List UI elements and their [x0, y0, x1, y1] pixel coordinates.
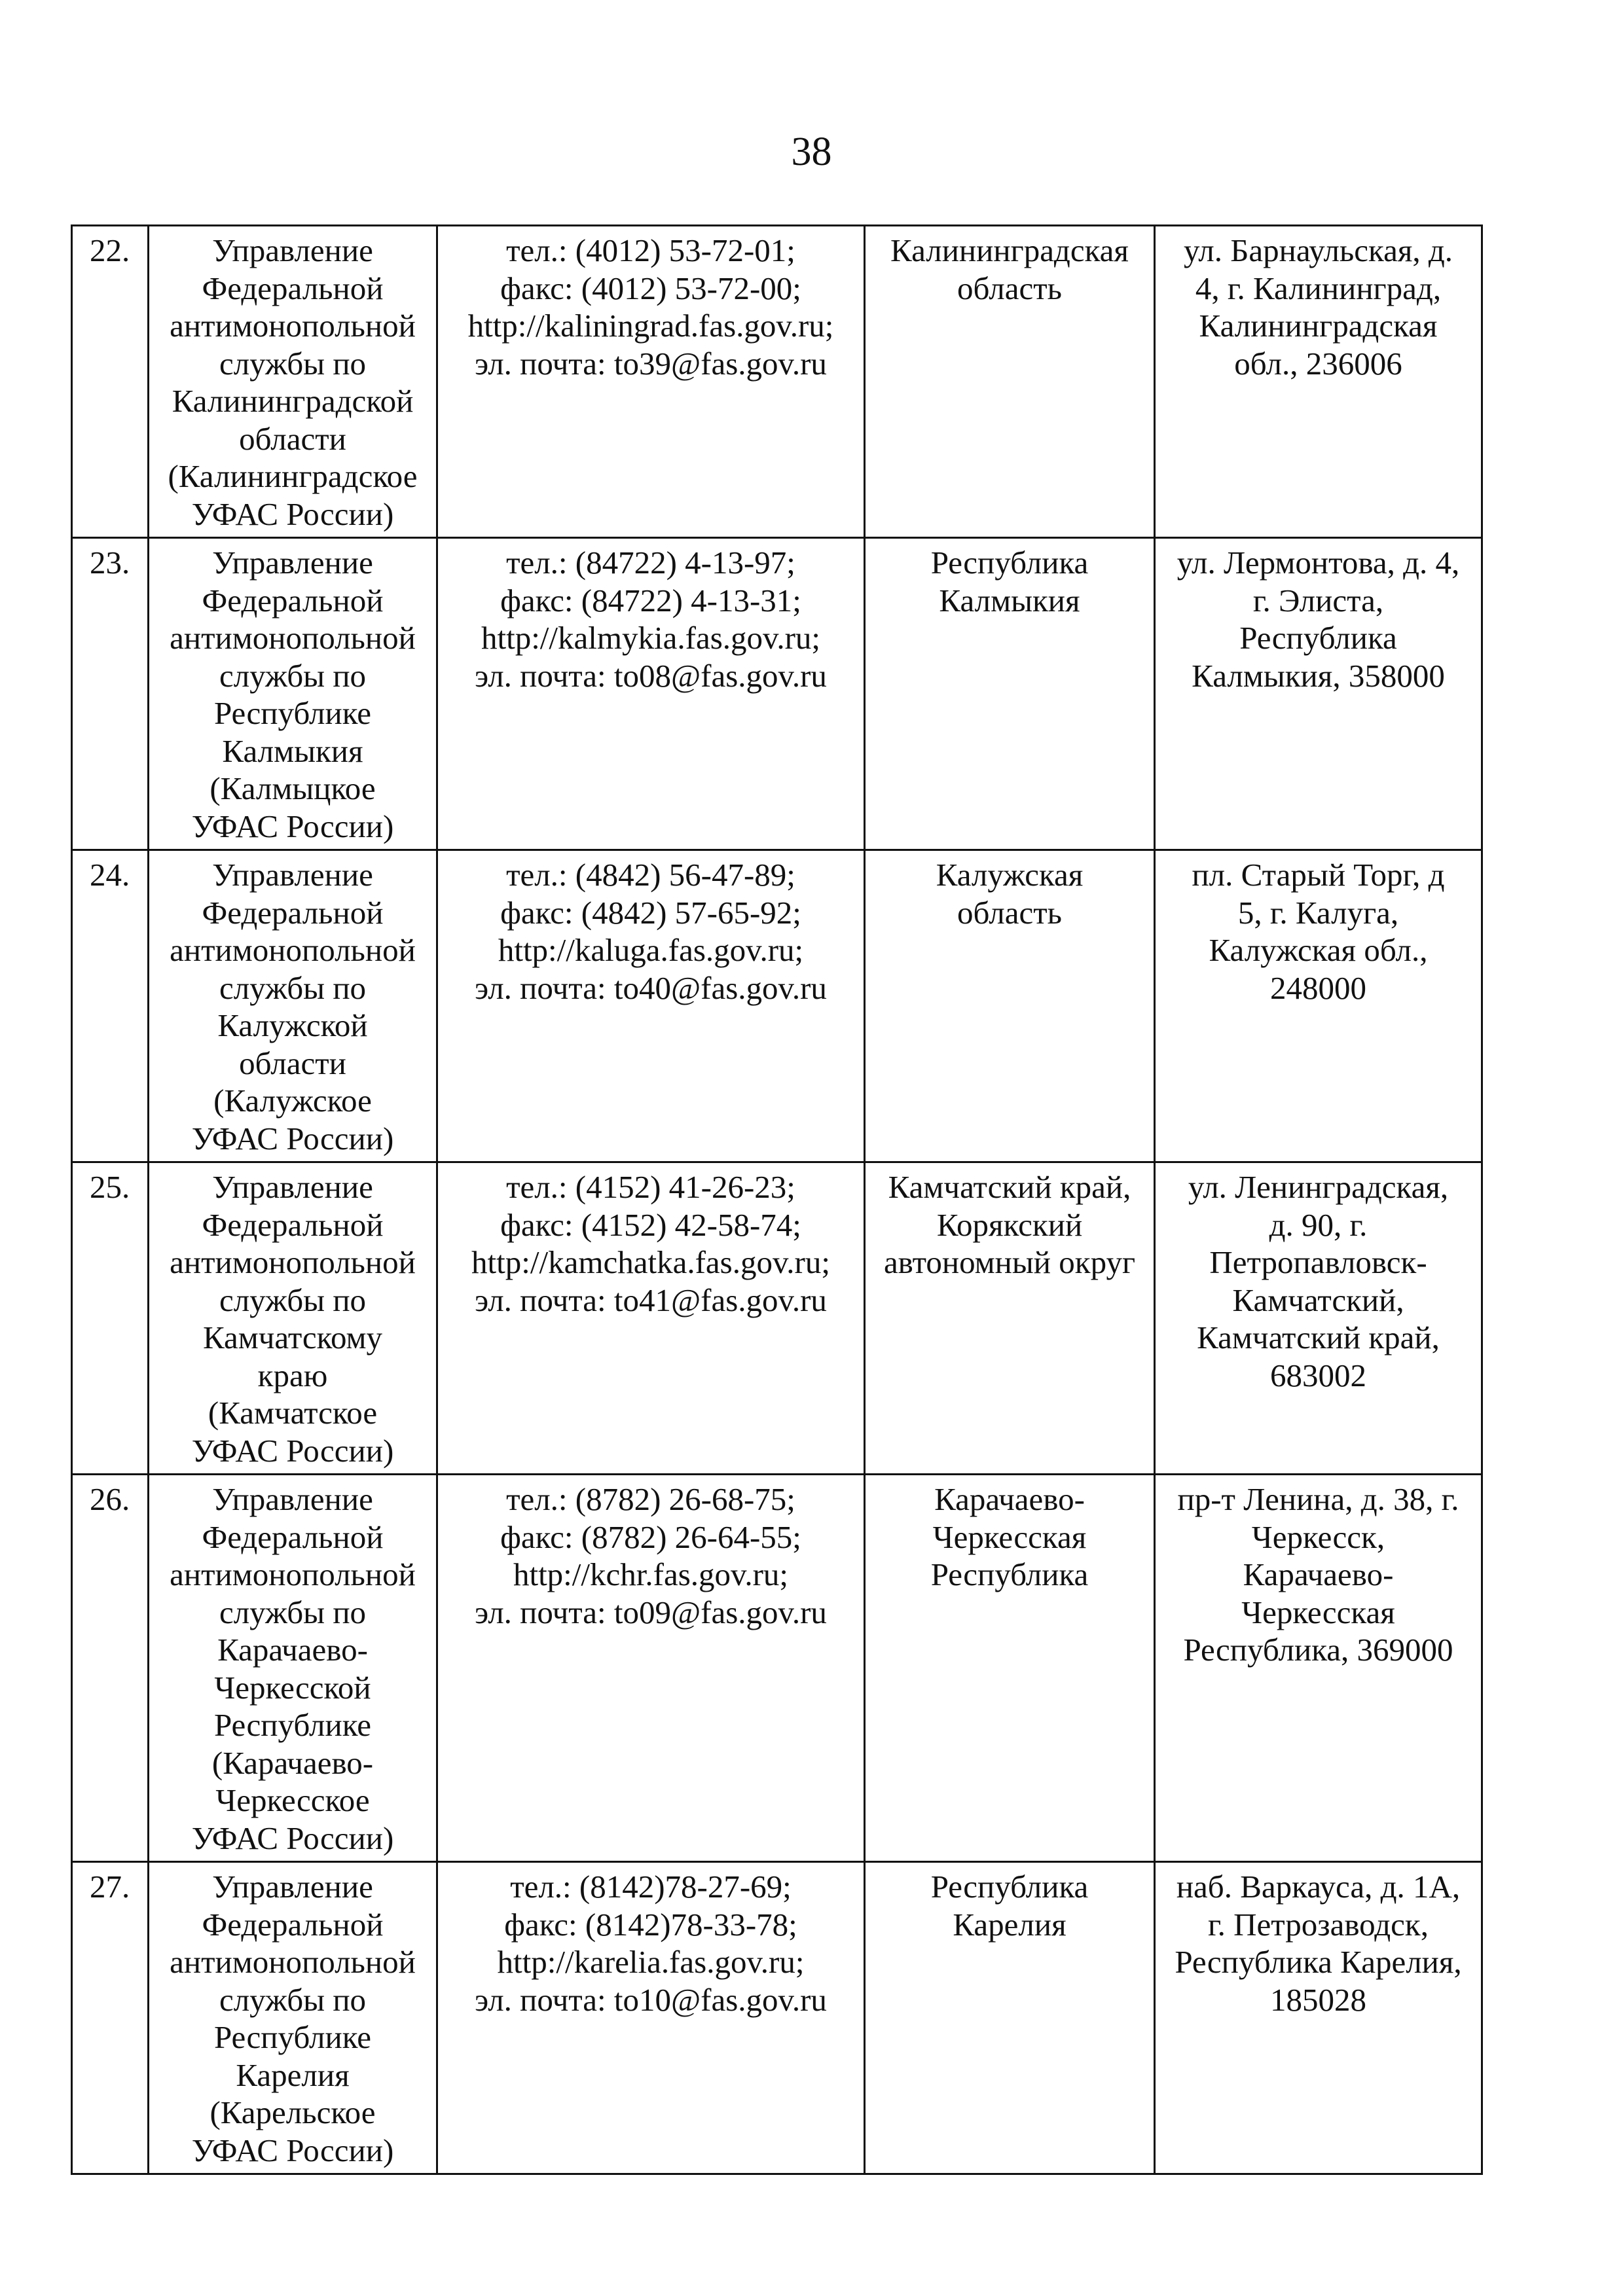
authority-line: УФАС России) — [191, 495, 394, 532]
authority-line: области — [239, 1045, 346, 1081]
contact-line: эл. почта: to08@fas.gov.ru — [475, 657, 827, 694]
address-line: Республика — [1239, 620, 1397, 656]
authority-line: Калужской — [217, 1007, 368, 1043]
authority-line: УФАС России) — [191, 1820, 394, 1856]
table-body — [72, 226, 1482, 2174]
row-number: 24. — [90, 857, 130, 893]
contacts-cell — [437, 1162, 865, 1475]
authority-line: Карелия — [236, 2056, 350, 2093]
authority-line: антимонопольной — [170, 620, 416, 656]
address-line: 5, г. Калуга, — [1237, 894, 1399, 931]
contact-line: тел.: (4012) 53-72-01; — [506, 232, 795, 268]
contact-line: http://kaliningrad.fas.gov.ru; — [467, 308, 834, 344]
contact-line: тел.: (8142)78-27-69; — [510, 1869, 792, 1905]
authority-line: Федеральной — [202, 1206, 384, 1243]
region-line: область — [957, 270, 1062, 306]
address-line: Петропавловск- — [1209, 1244, 1427, 1280]
row-number: 25. — [90, 1169, 130, 1205]
address-line: Карачаево- — [1243, 1556, 1394, 1592]
address-line: Республика Карелия, — [1175, 1944, 1462, 1980]
authority-line: службы по — [219, 1594, 367, 1630]
address-line: наб. Варкауса, д. 1А, — [1176, 1869, 1461, 1905]
authority-cell — [149, 1862, 437, 2174]
region-line: Республика — [930, 545, 1089, 581]
table-row — [72, 226, 1482, 538]
address-line: ул. Лермонтова, д. 4, — [1176, 545, 1460, 581]
contact-line: тел.: (8782) 26-68-75; — [506, 1481, 795, 1517]
row-number-cell — [72, 538, 149, 850]
authority-line: Управление — [212, 857, 373, 893]
contact-line: тел.: (4842) 56-47-89; — [506, 857, 795, 893]
authority-line: антимонопольной — [170, 1556, 416, 1592]
row-number-cell — [72, 1162, 149, 1475]
contacts-cell — [437, 1475, 865, 1862]
table-row — [72, 850, 1482, 1162]
region-cell — [865, 1162, 1155, 1475]
address-line: 683002 — [1270, 1357, 1366, 1393]
region-cell — [865, 1862, 1155, 2174]
address-line: пр-т Ленина, д. 38, г. — [1177, 1481, 1459, 1517]
address-line: Камчатский, — [1232, 1282, 1404, 1318]
authority-line: Республике — [213, 2019, 372, 2055]
address-line: Черкесск, — [1251, 1518, 1385, 1555]
region-cell — [865, 850, 1155, 1162]
address-line: Калмыкия, 358000 — [1192, 657, 1445, 694]
row-number: 27. — [90, 1869, 130, 1905]
address-line: Черкесская — [1241, 1594, 1395, 1630]
authority-line: УФАС России) — [191, 1120, 394, 1157]
authority-line: службы по — [219, 1282, 367, 1318]
address-cell — [1155, 1162, 1482, 1475]
contact-line: факс: (84722) 4-13-31; — [500, 582, 801, 619]
region-line: Карачаево- — [934, 1481, 1085, 1517]
address-line: 4, г. Калининград, — [1195, 270, 1442, 306]
authority-line: службы по — [219, 969, 367, 1006]
address-cell — [1155, 1475, 1482, 1862]
authority-line: УФАС России) — [191, 808, 394, 844]
region-line: автономный округ — [883, 1244, 1136, 1280]
authority-line: Карачаево- — [217, 1632, 368, 1668]
authority-line: Федеральной — [202, 582, 384, 619]
row-number: 22. — [90, 232, 130, 268]
contact-line: факс: (4842) 57-65-92; — [500, 894, 801, 931]
address-cell — [1155, 850, 1482, 1162]
contact-line: факс: (8142)78-33-78; — [504, 1906, 797, 1943]
authority-line: Федеральной — [202, 1906, 384, 1943]
address-line: Республика, 369000 — [1183, 1632, 1453, 1668]
contacts-cell — [437, 850, 865, 1162]
contact-line: http://karelia.fas.gov.ru; — [497, 1944, 805, 1980]
authority-line: антимонопольной — [170, 1944, 416, 1980]
row-number-cell — [72, 1475, 149, 1862]
authority-cell — [149, 1162, 437, 1475]
authority-line: области — [239, 420, 346, 457]
contact-line: факс: (8782) 26-64-55; — [500, 1518, 801, 1555]
authority-line: службы по — [219, 657, 367, 694]
authority-line: (Калининградское — [168, 458, 418, 494]
authority-line: (Камчатское — [208, 1395, 378, 1431]
table-row — [72, 538, 1482, 850]
address-line: пл. Старый Торг, д — [1192, 857, 1445, 893]
address-line: Калининградская — [1199, 308, 1438, 344]
authority-line: Черкесское — [215, 1782, 370, 1818]
authority-line: Управление — [212, 1481, 373, 1517]
address-line: г. Элиста, — [1252, 582, 1384, 619]
authority-line: (Карачаево- — [211, 1744, 374, 1781]
address-line: 248000 — [1270, 969, 1366, 1006]
authority-line: Федеральной — [202, 894, 384, 931]
row-number: 23. — [90, 545, 130, 581]
contact-line: эл. почта: to41@fas.gov.ru — [475, 1282, 827, 1318]
region-cell — [865, 226, 1155, 538]
contact-line: http://kamchatka.fas.gov.ru; — [471, 1244, 830, 1280]
authority-line: антимонопольной — [170, 1244, 416, 1280]
authority-cell — [149, 226, 437, 538]
row-number-cell — [72, 226, 149, 538]
authority-line: Управление — [212, 1169, 373, 1205]
region-line: Республика — [930, 1869, 1089, 1905]
region-line: Калужская — [936, 857, 1084, 893]
authority-line: службы по — [219, 345, 367, 382]
authority-line: Республике — [213, 695, 372, 731]
address-line: г. Петрозаводск, — [1208, 1906, 1429, 1943]
table-row — [72, 1862, 1482, 2174]
authority-line: Управление — [212, 232, 373, 268]
authority-line: Черкесской — [214, 1669, 371, 1706]
authority-line: Управление — [212, 1869, 373, 1905]
authority-line: антимонопольной — [170, 308, 416, 344]
authority-cell — [149, 538, 437, 850]
address-cell — [1155, 538, 1482, 850]
authority-line: Калининградской — [172, 383, 414, 419]
contact-line: факс: (4152) 42-58-74; — [500, 1206, 801, 1243]
authority-line: Республике — [213, 1707, 372, 1743]
address-cell — [1155, 1862, 1482, 2174]
authority-line: Федеральной — [202, 270, 384, 306]
address-line: д. 90, г. — [1269, 1206, 1368, 1243]
authority-line: службы по — [219, 1981, 367, 2018]
authority-line: (Калужское — [213, 1083, 372, 1119]
region-line: Корякский — [936, 1206, 1083, 1243]
region-cell — [865, 1475, 1155, 1862]
row-number-cell — [72, 1862, 149, 2174]
contact-line: эл. почта: to40@fas.gov.ru — [475, 969, 827, 1006]
contacts-cell — [437, 226, 865, 538]
contacts-cell — [437, 1862, 865, 2174]
authority-cell — [149, 1475, 437, 1862]
region-line: Республика — [930, 1556, 1089, 1592]
address-cell — [1155, 226, 1482, 538]
contact-line: эл. почта: to10@fas.gov.ru — [475, 1981, 827, 2018]
address-line: ул. Ленинградская, — [1188, 1169, 1449, 1205]
region-cell — [865, 538, 1155, 850]
authority-line: краю — [257, 1357, 328, 1393]
region-line: область — [957, 894, 1062, 931]
address-line: Калужская обл., — [1209, 932, 1428, 968]
row-number: 26. — [90, 1481, 130, 1517]
address-line: ул. Барнаульская, д. — [1183, 232, 1453, 268]
region-line: Карелия — [953, 1906, 1067, 1943]
address-line: Камчатский край, — [1197, 1319, 1440, 1355]
region-line: Камчатский край, — [888, 1169, 1131, 1205]
authority-line: Камчатскому — [202, 1319, 383, 1355]
region-line: Черкесская — [932, 1518, 1087, 1555]
authority-line: УФАС России) — [191, 2132, 394, 2168]
contact-line: эл. почта: to39@fas.gov.ru — [475, 345, 827, 382]
address-line: обл., 236006 — [1234, 345, 1402, 382]
contact-line: тел.: (4152) 41-26-23; — [506, 1169, 795, 1205]
authority-line: Федеральной — [202, 1518, 384, 1555]
contact-line: http://kalmykia.fas.gov.ru; — [481, 620, 821, 656]
contact-line: http://kchr.fas.gov.ru; — [513, 1556, 789, 1592]
contacts-cell — [437, 538, 865, 850]
contact-line: эл. почта: to09@fas.gov.ru — [475, 1594, 827, 1630]
authority-line: (Калмыцкое — [210, 770, 376, 806]
page-number: 38 — [791, 130, 832, 174]
region-line: Калмыкия — [939, 582, 1080, 619]
contact-line: тел.: (84722) 4-13-97; — [506, 545, 795, 581]
authority-line: Управление — [212, 545, 373, 581]
contact-line: http://kaluga.fas.gov.ru; — [498, 932, 804, 968]
row-number-cell — [72, 850, 149, 1162]
authority-line: (Карельское — [210, 2094, 376, 2130]
table-row — [72, 1475, 1482, 1862]
authority-line: антимонопольной — [170, 932, 416, 968]
authority-line: Калмыкия — [222, 732, 363, 769]
table-row — [72, 1162, 1482, 1475]
address-line: 185028 — [1270, 1981, 1366, 2018]
contact-line: факс: (4012) 53-72-00; — [500, 270, 801, 306]
authority-cell — [149, 850, 437, 1162]
fas-offices-table — [71, 224, 1483, 2175]
region-line: Калининградская — [890, 232, 1129, 268]
authority-line: УФАС России) — [191, 1432, 394, 1469]
